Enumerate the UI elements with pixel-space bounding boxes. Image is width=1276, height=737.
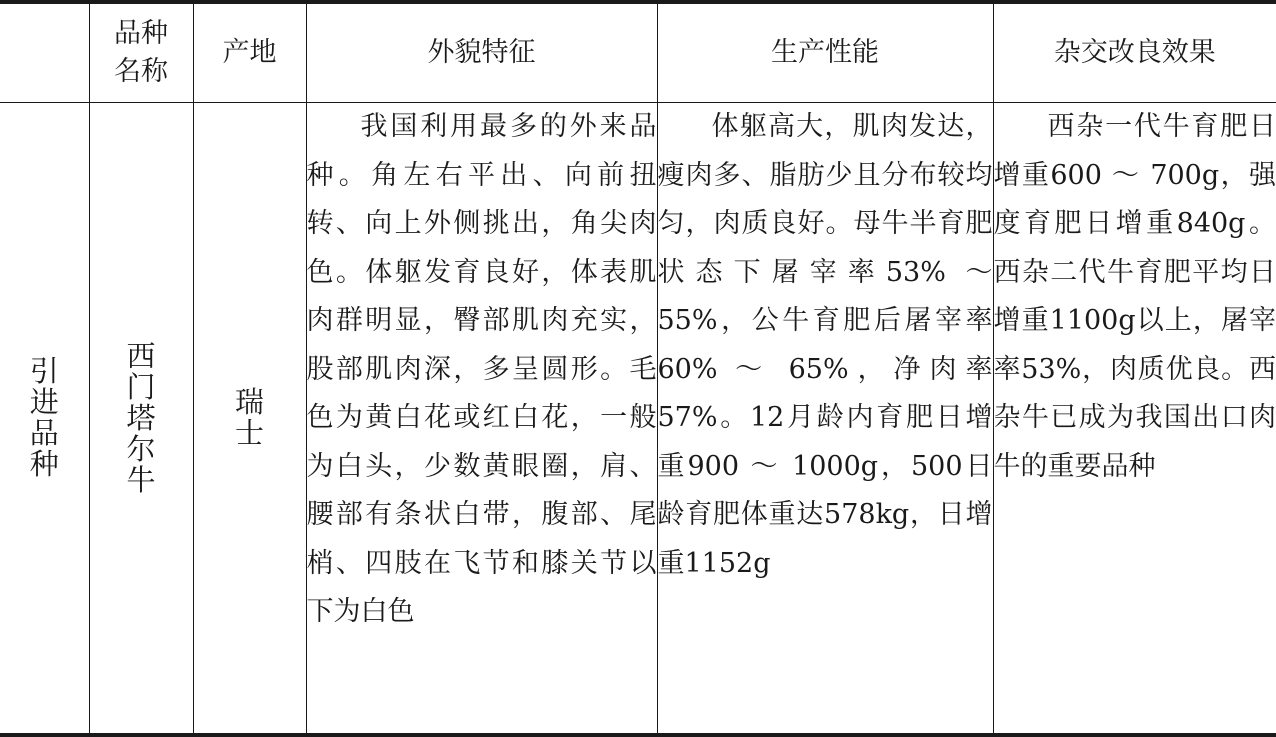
origin-text: 瑞士	[234, 385, 264, 450]
performance-text: 体躯高大，肌肉发达，瘦肉多、脂肪少且分布较均匀，肉质良好。母牛半育肥状态下屠宰率53% ～ 55%，公牛育肥后屠宰率60% ～ 65%，净肉率57%。12月龄内育肥日增重900 ～ 1000g，500日龄育肥体重达578kg，日增重1152g	[657, 111, 993, 579]
appearance-text: 我国利用最多的外来品种。角左右平出、向前扭转、向上外侧挑出，角尖肉色。体躯发育良好，体表肌肉群明显，臀部肌肉充实，股部肌肉深，多呈圆形。毛色为黄白花或红白花，一般为白头，少数黄眼圈，肩、腰部有条状白带，腹部、尾梢、四肢在飞节和膝关节以下为白色	[306, 111, 657, 627]
breed-name-text: 西门塔尔牛	[126, 338, 156, 497]
cell-category	[0, 103, 89, 736]
category-text: 引进品种	[29, 354, 59, 481]
cell-origin	[193, 103, 306, 736]
header-performance: 生产性能	[657, 2, 993, 103]
cell-breed-name	[89, 103, 193, 736]
header-category	[0, 2, 89, 103]
header-breed-name-text: 品种名称	[114, 18, 168, 87]
header-crossbreeding: 杂交改良效果	[993, 2, 1276, 103]
table-row	[0, 103, 1276, 736]
cell-appearance	[306, 103, 657, 736]
header-row	[0, 2, 1276, 103]
header-breed-name	[89, 2, 193, 103]
header-origin: 产地	[193, 2, 306, 103]
crossbreeding-text: 西杂一代牛育肥日增重600 ～ 700g，强度育肥日增重840g。西杂二代牛育肥平均日增重1100g以上，屠宰率53%，肉质优良。西杂牛已成为我国出口肉牛的重要品种	[993, 111, 1276, 482]
header-appearance: 外貌特征	[306, 2, 657, 103]
cell-performance	[657, 103, 993, 736]
cell-crossbreeding	[993, 103, 1276, 736]
